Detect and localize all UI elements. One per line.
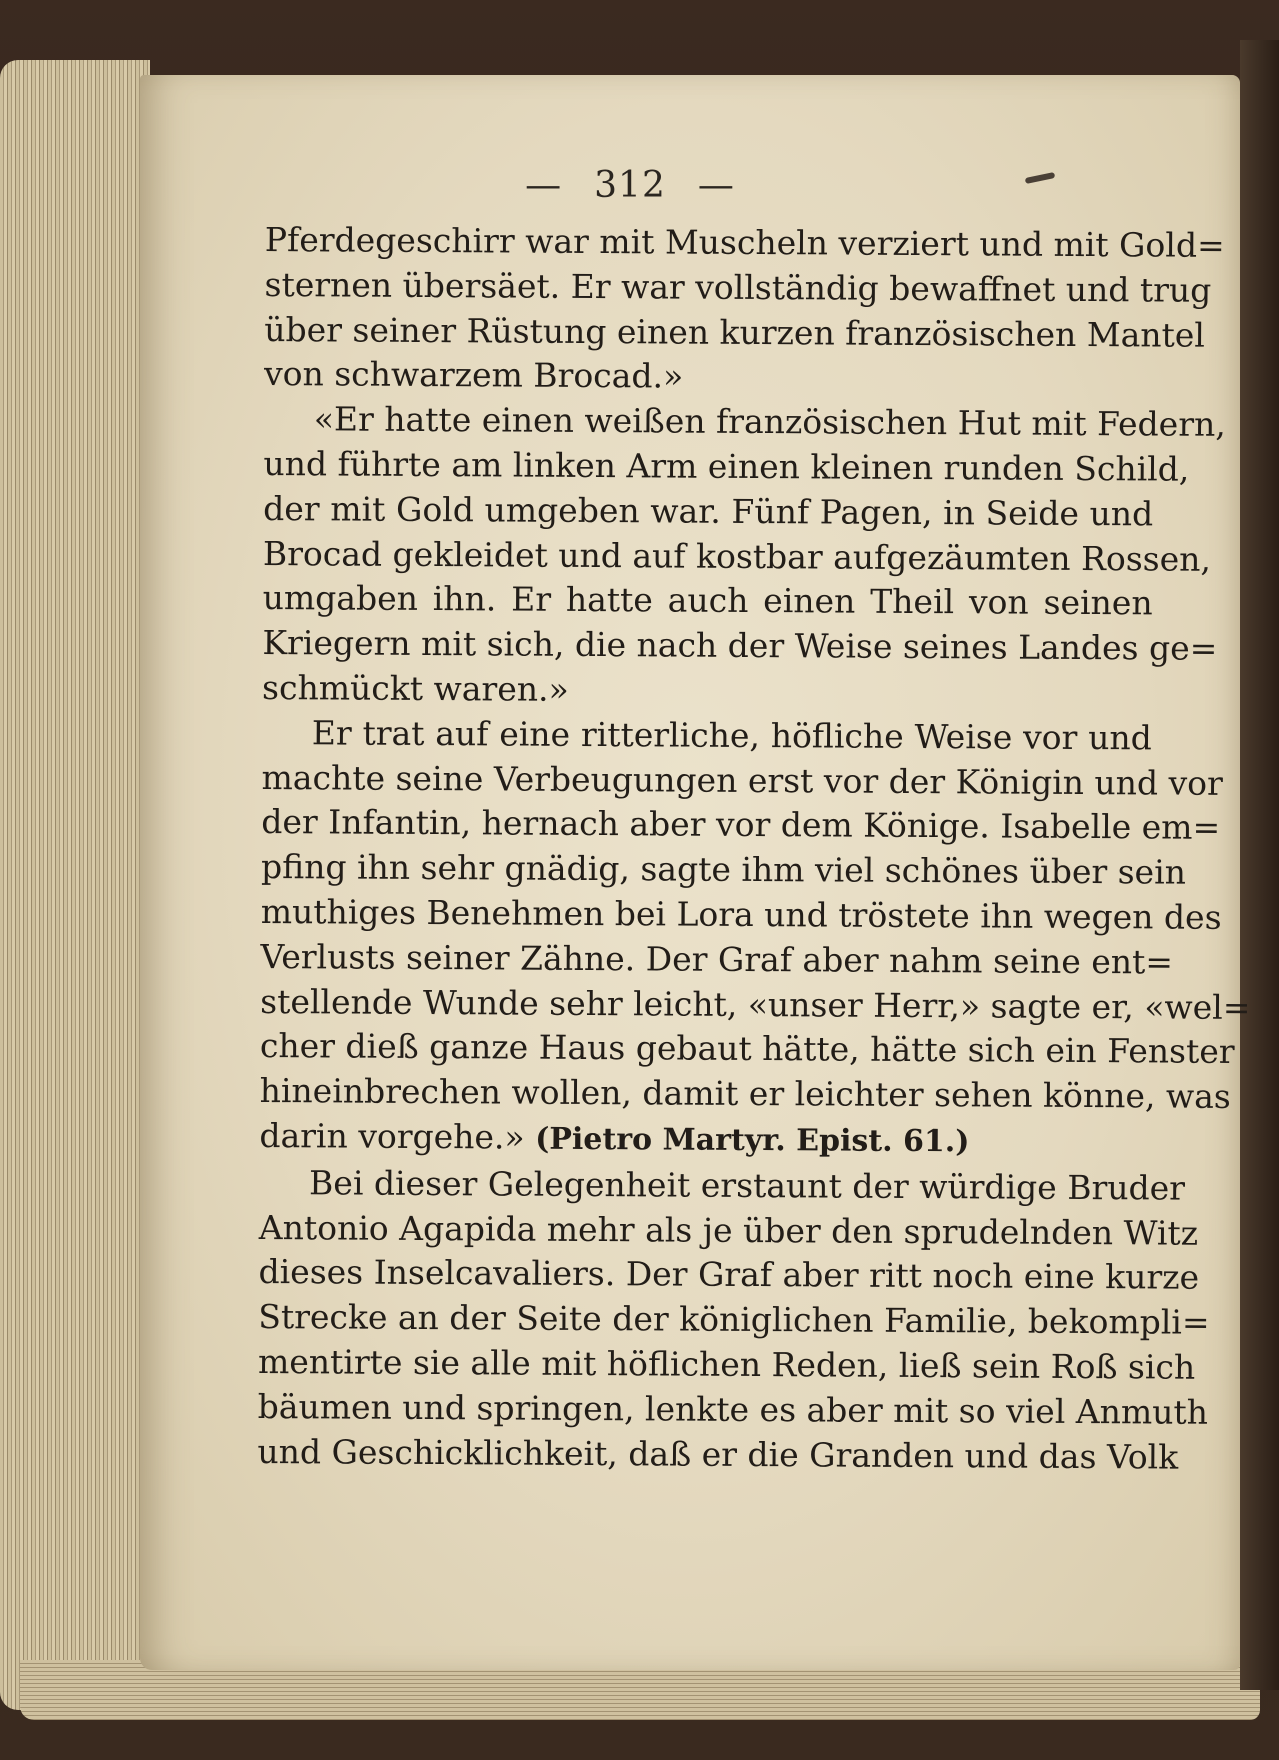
line-text: Strecke an der Seite der königlichen Familie, bekompli= [258,1297,1210,1342]
text-line [264,308,1206,358]
text-line [259,1024,1235,1074]
page-number-header [0,165,1260,206]
line-text: machte seine Verbeugungen erst vor der Königin und vor [261,757,1223,803]
text-line [264,263,1212,313]
text-line [260,980,1251,1030]
dash-right: — [697,165,735,206]
text-line [263,576,1153,626]
text-line [258,1206,1199,1256]
text-line [257,1385,1209,1435]
citation: (Pietro Martyr. Epist. 61.) [535,1121,970,1160]
body-text [257,218,1251,1480]
line-text: muthiges Benehmen bei Lora und tröstete ihn wegen des [260,891,1222,937]
line-text: sternen übersäet. Er war vollständig bewaffnet und trug [264,264,1212,310]
paragraph [263,218,1225,403]
text-line [262,666,1152,716]
text-line [260,935,1174,985]
line-text: «Er hatte einen weißen französischen Hut mit Federn, [313,399,1226,445]
line-text: darin vorgehe.» [259,1115,525,1157]
line-text: und führte am linken Arm einen kleinen runden Schild, [263,443,1190,489]
text-line [259,1069,1231,1119]
text-line [257,1340,1196,1390]
paragraph [259,711,1251,1166]
text-line [261,756,1223,806]
text-line [258,1295,1210,1345]
page-edges-left [0,60,150,1710]
dash-left: — [525,165,563,206]
line-text: von schwarzem Brocad.» [263,354,684,396]
line-text: der mit Gold umgeben war. Fünf Pagen, in Seide und [263,488,1154,534]
text-line [258,1250,1200,1300]
line-text: Pferdegeschirr war mit Muscheln verziert und mit Gold= [264,219,1225,265]
line-text: cher dieß ganze Haus gebaut hätte, hätte sich ein Fenster [259,1026,1235,1072]
text-line [264,218,1225,268]
line-text: bäumen und springen, lenkte es aber mit so viel Anmuth [257,1386,1209,1432]
line-text: Brocad gekleidet und auf kostbar aufgezäumten Rossen, [262,533,1212,579]
line-text: der Infantin, hernach aber vor dem Könige. Isabelle em= [261,802,1221,848]
line-text: mentirte sie alle mit höflichen Reden, ließ sein Roß sich [257,1341,1196,1387]
text-line [260,890,1222,940]
binding-edge [1240,40,1279,1690]
text-line [259,1114,1149,1166]
line-text: Verlusts seiner Zähne. Der Graf aber nahm seine ent= [260,936,1174,982]
line-text: Bei dieser Gelegenheit erstaunt der würdige Bruder [308,1163,1186,1208]
text-line [264,397,1226,447]
line-text: über seiner Rüstung einen kurzen französischen Mantel [264,309,1206,355]
line-text: hineinbrechen wollen, damit er leichter sehen könne, was [259,1071,1231,1117]
text-line [264,352,1154,402]
text-line [261,800,1221,850]
text-line [260,845,1187,895]
line-text: schmückt waren.» [262,667,569,709]
paragraph [262,397,1226,716]
line-text: und Geschicklichkeit, daß er die Granden und das Volk [257,1431,1179,1477]
line-text: Er trat auf eine ritterliche, höfliche Weise vor und [311,713,1152,758]
text-line [263,442,1190,492]
text-line [262,621,1218,671]
text-line [262,711,1152,761]
text-line [259,1161,1186,1211]
paragraph [257,1161,1210,1480]
text-line [263,487,1153,537]
line-text: stellende Wunde sehr leicht, «unser Herr,» sagte er, «wel= [260,981,1251,1027]
line-text: Antonio Agapida mehr als je über den sprudelnden Witz [258,1207,1199,1253]
line-text: pfing ihn sehr gnädig, sagte ihm viel schönes über sein [260,847,1187,892]
line-text: Kriegern mit sich, die nach der Weise seines Landes ge= [262,623,1218,668]
line-text: dieses Inselcavaliers. Der Graf aber ritt noch eine kurze [258,1252,1200,1298]
page-number: 312 [594,165,666,206]
line-text: umgaben ihn. Er hatte auch einen Theil von seinen [262,578,1153,623]
text-line [262,532,1212,582]
text-line [257,1429,1179,1479]
